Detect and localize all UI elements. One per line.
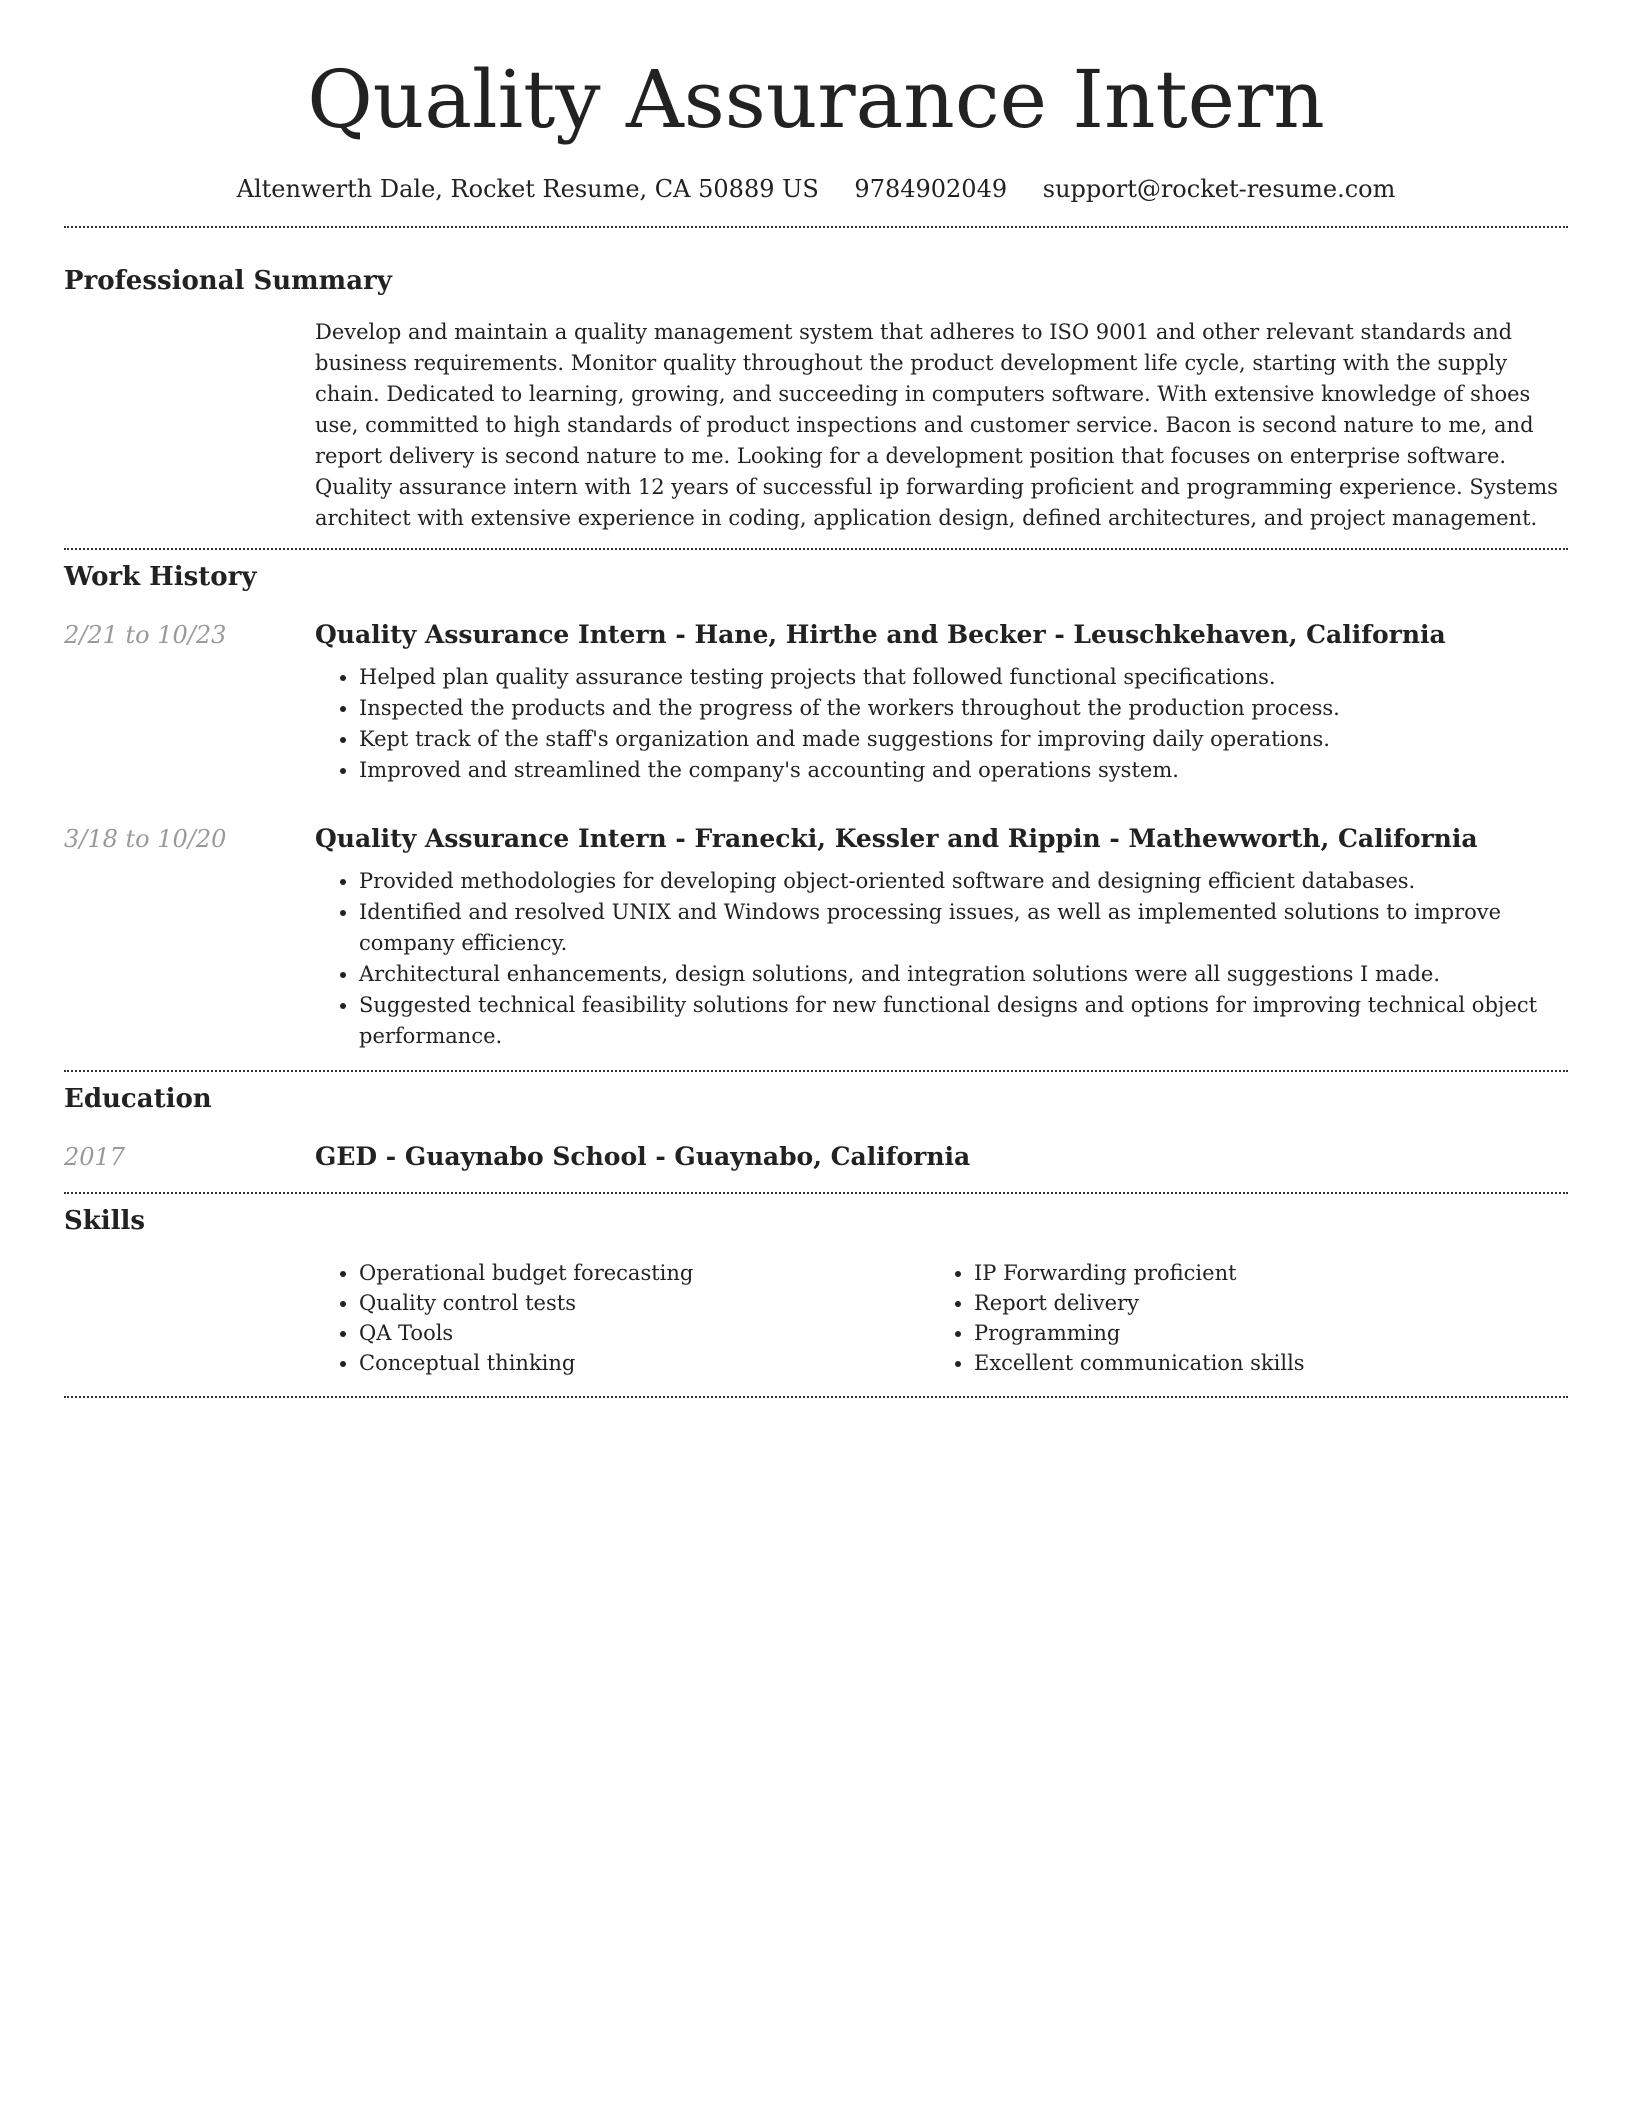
contact-phone: 9784902049 xyxy=(854,175,1008,203)
skills-list-left xyxy=(315,1258,930,1378)
skills-list-right xyxy=(930,1258,1545,1378)
summary-text: Develop and maintain a quality management system that adheres to ISO 9001 and other relevant standards and business requirements. Monitor quality throughout the product development life cycle, starting with the supply chain. Dedicated to learning, growing, and succeeding in computers software. With extensive knowledge of shoes use, committed to high standards of product inspections and customer service. Bacon is second nature to me, and report delivery is second nature to me. Looking for a development position that focuses on enterprise software. Quality assurance intern with 12 years of successful ip forwarding proficient and programming experience. Systems architect with extensive experience in coding, application design, defined architectures, and project management. xyxy=(315,320,1558,530)
job-bullets xyxy=(315,662,1568,786)
contact-line xyxy=(64,172,1568,206)
education-entry xyxy=(64,1140,1568,1174)
education-heading: GED - Guaynabo School - Guaynabo, California xyxy=(315,1142,971,1171)
skill-item: • Conceptual thinking xyxy=(359,1348,930,1378)
skill-item: • Operational budget forecasting xyxy=(359,1258,930,1288)
contact-address: Altenwerth Dale, Rocket Resume, CA 50889 US xyxy=(236,175,819,203)
section-title-education: Education xyxy=(64,1084,212,1114)
job-entry xyxy=(64,822,1568,1052)
skill-item: • QA Tools xyxy=(359,1318,930,1348)
skill-item: • Quality control tests xyxy=(359,1288,930,1318)
resume-page xyxy=(64,0,1568,1398)
section-title-work-history: Work History xyxy=(64,562,257,592)
job-dates: 3/18 to 10/20 xyxy=(64,825,227,853)
contact-email: support@rocket-resume.com xyxy=(1042,175,1396,203)
list-item: • Suggested technical feasibility solutions for new functional designs and options for improving technical object performance. xyxy=(359,990,1568,1052)
section-title-skills: Skills xyxy=(64,1206,146,1236)
section-divider xyxy=(64,1396,1568,1398)
skills-left-spacer xyxy=(64,1258,315,1378)
list-item: • Inspected the products and the progress of the workers throughout the production process. xyxy=(359,693,1568,724)
summary-section xyxy=(64,228,1568,534)
skill-item: • IP Forwarding proficient xyxy=(974,1258,1545,1288)
candidate-name: Quality Assurance Intern xyxy=(307,53,1325,146)
skill-item: • Excellent communication skills xyxy=(974,1348,1545,1378)
list-item: • Helped plan quality assurance testing projects that followed functional specifications. xyxy=(359,662,1568,693)
job-dates: 2/21 to 10/23 xyxy=(64,621,227,649)
list-item: • Provided methodologies for developing object-oriented software and designing efficient databases. xyxy=(359,866,1568,897)
job-entry xyxy=(64,618,1568,786)
job-bullets xyxy=(315,866,1568,1052)
list-item: • Improved and streamlined the company's accounting and operations system. xyxy=(359,755,1568,786)
job-heading: Quality Assurance Intern - Franecki, Kessler and Rippin - Mathewworth, California xyxy=(315,824,1478,853)
education-year: 2017 xyxy=(64,1143,126,1171)
work-history-section xyxy=(64,550,1568,1052)
skills-section xyxy=(64,1194,1568,1378)
list-item: • Kept track of the staff's organization and made suggestions for improving daily operations. xyxy=(359,724,1568,755)
job-heading: Quality Assurance Intern - Hane, Hirthe and Becker - Leuschkehaven, California xyxy=(315,620,1446,649)
skill-item: • Programming xyxy=(974,1318,1545,1348)
section-title-summary: Professional Summary xyxy=(64,266,392,296)
education-section xyxy=(64,1072,1568,1174)
skill-item: • Report delivery xyxy=(974,1288,1545,1318)
list-item: • Identified and resolved UNIX and Windows processing issues, as well as implemented solutions to improve company efficiency. xyxy=(359,897,1568,959)
list-item: • Architectural enhancements, design solutions, and integration solutions were all suggestions I made. xyxy=(359,959,1568,990)
summary-left-spacer xyxy=(64,317,315,534)
